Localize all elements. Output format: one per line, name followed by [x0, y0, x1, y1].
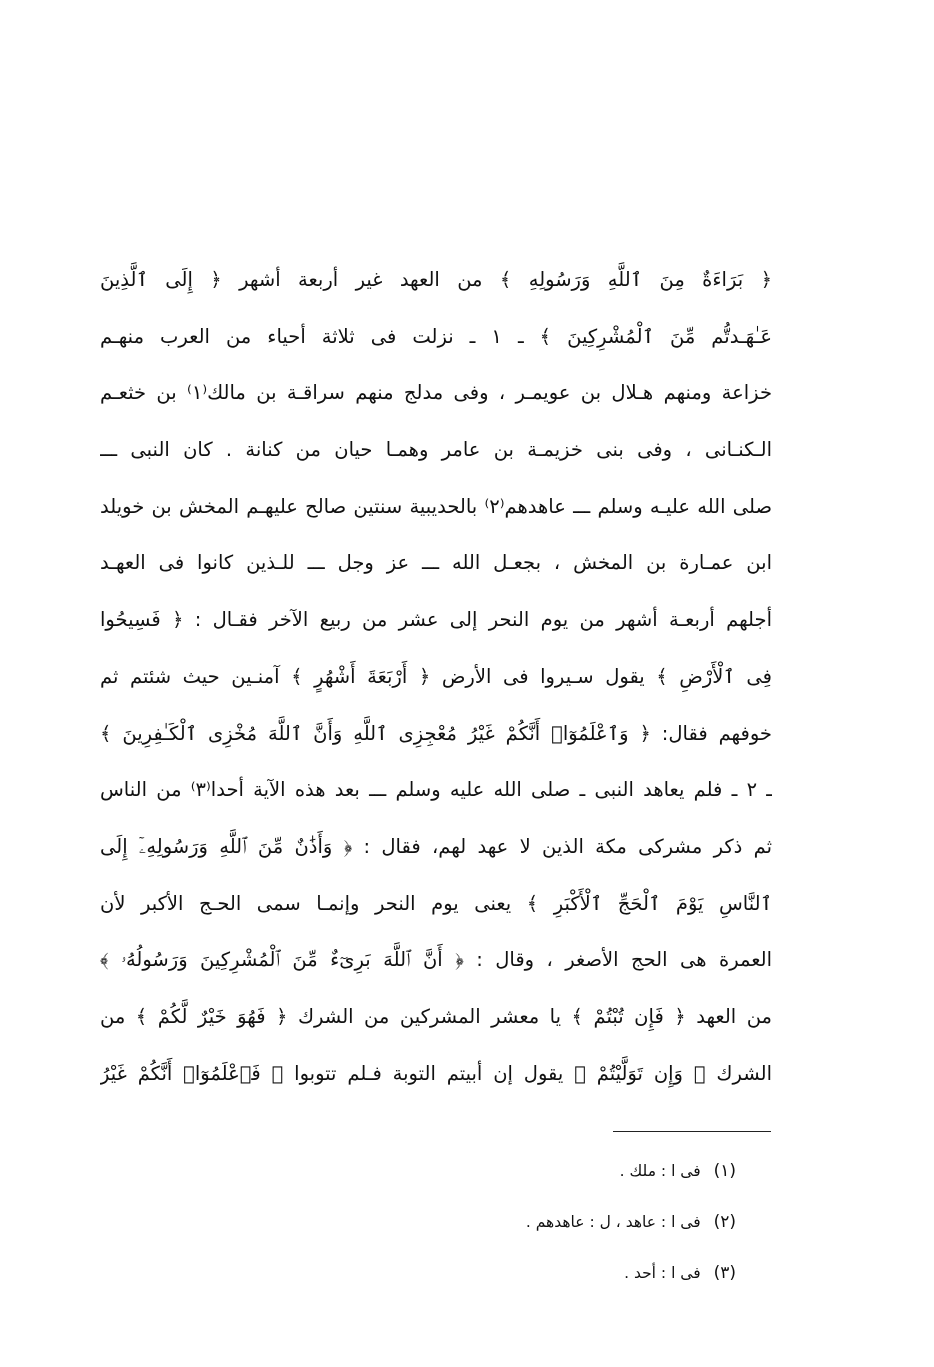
text-line: خوفهم فقال: ﴿ وَٱعْلَمُوٓا۟ أَنَّكُمْ غَيْرُ مُعْجِزِى ٱللَّهِ وَأَنَّ ٱللَّهَ مُخْزِى ٱلْكَـٰفِرِينَ ﴾ [100, 721, 772, 745]
footnote-separator-rule [613, 1131, 771, 1132]
footnote-item [400, 1197, 736, 1248]
text-line: ﴿ بَرَاءَةٌ مِنَ ٱللَّهِ وَرَسُولِهِ ﴾ من العهد غير أربعة أشهر ﴿ إِلَى ٱلَّذِينَ [100, 268, 772, 291]
footnote-text: فى ا : ملك . [619, 1162, 701, 1180]
text-line: ثم ذكر مشركى مكة الذين لا عهد لهم، فقال : ﴿ وَأَذَٰنٌ مِّنَ ٱللَّهِ وَرَسُولِهِۦٓ إِلَى [100, 834, 772, 858]
text-line: الـكنـانى ، وفى بنى خزيمـة بن عامر وهمـا حيان من كنانة . كان النبى ـــ [100, 438, 772, 462]
page-body-text [100, 252, 772, 1102]
footnote-number: (٣) [713, 1263, 736, 1283]
text-line: أجلهم أربعـة أشهر من يوم النحر إلى عشر من ربيع الآخر فقـال : ﴿ فَسِيحُوا [100, 608, 772, 632]
footnotes-block [400, 1146, 736, 1299]
footnote-text: فى ا : أحد . [624, 1264, 701, 1282]
text-line: العمرة هى الحج الأصغر ، وقال : ﴿ أَنَّ ٱللَّهَ بَرِىٓءٌ مِّنَ ٱلْمُشْرِكِينَ وَرَسُولُهُۥ ﴾ [100, 948, 772, 972]
footnote-item [400, 1146, 736, 1197]
footnote-number: (١) [713, 1161, 736, 1181]
text-line: خزاعة ومنهم هـلال بن عويمـر ، وفى مدلج منهم سراقـة بن مالك⁽١⁾ بن خثعـم [100, 381, 772, 405]
text-line: الشرك ﴿ وَإِن تَوَلَّيْتُمْ ﴾ يقول إن أبيتم التوبة فـلم تتوبوا ﴿ فَٱعْلَمُوٓا۟ أَنَّكُمْ غَيْرُ [100, 1061, 772, 1085]
text-line: ـ ٢ ـ فلم يعاهد النبى ـ صلى الله عليه وسلم ـــ بعد هذه الآية أحدا⁽٣⁾ من الناس [100, 778, 772, 802]
footnote-number: (٢) [713, 1212, 736, 1232]
text-line: فِى ٱلْأَرْضِ ﴾ يقول سـيروا فى الأرض ﴿ أَرْبَعَةَ أَشْهُرٍ ﴾ آمنـين حيث شئتم ثم [100, 664, 772, 688]
text-line: ابن عمـارة بن المخش ، بجعـل الله ـــ عز وجل ـــ للـذين كانوا فى العهـد [100, 551, 772, 575]
footnote-item [400, 1248, 736, 1299]
text-line: صلى الله عليـه وسلم ـــ عاهدهم⁽٢⁾ بالحديبية سنتين صالح عليهـم المخش بن خويلد [100, 494, 772, 518]
text-line: عَـٰهَـدتُّم مِّنَ ٱلْمُشْرِكِينَ ﴾ ـ ١ ـ نزلت فى ثلاثة أحياء من العرب منهـم [100, 324, 772, 348]
text-line: من العهد ﴿ فَإِن تُبْتُمْ ﴾ يا معشر المشركين من الشرك ﴿ فَهُوَ خَيْرٌ لَّكُمْ ﴾ من [100, 1004, 772, 1028]
text-line: ٱلنَّاسِ يَوْمَ ٱلْحَجِّ ٱلْأَكْبَرِ ﴾ يعنى يوم النحر وإنمـا سمى الحـج الأكبر لأن [100, 891, 772, 915]
footnote-text: فى ا : عاهد ، ل : عاهدهم . [525, 1213, 701, 1231]
